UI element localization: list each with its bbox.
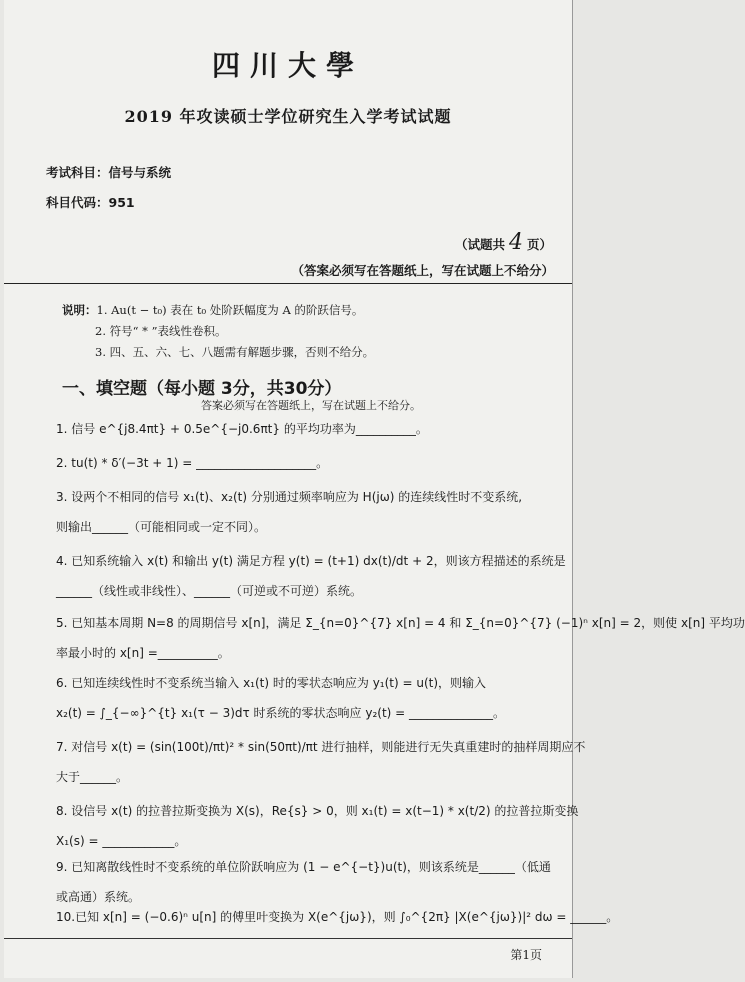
section-title: 一、填空题（每小题 3分，共30分） xyxy=(62,379,342,399)
question-line: 或高通）系统。 xyxy=(56,890,141,904)
question-line: X₁(s) = ____________。 xyxy=(56,834,187,848)
question-3 xyxy=(56,482,546,542)
exam-sheet xyxy=(4,0,745,978)
question-2 xyxy=(56,448,546,478)
instruction-item: 2. 符号“ * ”表线性卷积。 xyxy=(95,324,227,338)
question-line: ______（线性或非线性）、______（可逆或不可逆）系统。 xyxy=(56,584,363,598)
instruction-item: 1. Au(t − t₀) 表在 t₀ 处阶跃幅度为 A 的阶跃信号。 xyxy=(96,303,364,317)
question-6 xyxy=(56,668,546,728)
page-count-value: 4 xyxy=(508,230,523,255)
question-line: 2. tu(t) * δ′(−3t + 1) = ____________________。 xyxy=(56,456,329,470)
instruction-row xyxy=(62,300,374,321)
question-line: 9. 已知离散线性时不变系统的单位阶跃响应为 (1 − e^{−t})u(t)，则该系统是______（低通 xyxy=(56,860,551,874)
question-line: 则输出______（可能相同或一定不同）。 xyxy=(56,520,267,534)
footer-rule xyxy=(4,938,572,939)
instructions xyxy=(62,300,374,363)
question-line: 7. 对信号 x(t) = (sin(100t)/πt)² * sin(50πt)/πt 进行抽样，则能进行无失真重建时的抽样周期应不 xyxy=(56,740,586,754)
question-line: 6. 已知连续线性时不变系统当输入 x₁(t) 时的零状态响应为 y₁(t) = u(t)，则输入 xyxy=(56,676,487,690)
question-line: 10.已知 x[n] = (−0.6)ⁿ u[n] 的傅里叶变换为 X(e^{jω})，则 ∫₀^{2π} |X(e^{jω})|² dω = ______。 xyxy=(56,910,619,924)
question-line: 3. 设两个不相同的信号 x₁(t)、x₂(t) 分别通过频率响应为 H(jω) 的连续线性时不变系统, xyxy=(56,490,523,504)
question-line: 1. 信号 e^{j8.4πt} + 0.5e^{−j0.6πt} 的平均功率为__________。 xyxy=(56,422,428,436)
question-line: 8. 设信号 x(t) 的拉普拉斯变换为 X(s)，Re{s} > 0，则 x₁(t) = x(t−1) * x(t/2) 的拉普拉斯变换 xyxy=(56,804,579,818)
instruction-item: 3. 四、五、六、七、八题需有解题步骤，否则不给分。 xyxy=(95,345,375,359)
instructions-label: 说明： xyxy=(62,303,97,317)
answer-note: （答案必须写在答题纸上，写在试题上不给分） xyxy=(291,263,554,278)
question-7 xyxy=(56,732,586,792)
question-8 xyxy=(56,796,579,856)
section-subtitle: 答案必须写在答题纸上，写在试题上不给分。 xyxy=(201,399,421,412)
question-1 xyxy=(56,414,546,444)
page-number: 第1页 xyxy=(510,948,542,962)
university-logo: 四川大學 xyxy=(211,49,364,82)
page-count-note xyxy=(455,230,552,255)
question-4 xyxy=(56,546,566,606)
page-count-prefix: （试题共 xyxy=(454,237,505,252)
question-line: 5. 已知基本周期 N=8 的周期信号 x[n]，满足 Σ_{n=0}^{7} x[n] = 4 和 Σ_{n=0}^{7} (−1)ⁿ x[n] = 2，则使 x[n] 平均功 xyxy=(56,616,745,630)
exam-title: 2019 年攻读硕士学位研究生入学考试试题 xyxy=(124,107,452,126)
subject-line: 考试科目：信号与系统 xyxy=(46,165,172,180)
question-5 xyxy=(56,608,745,668)
header-divider xyxy=(4,283,572,284)
code-line: 科目代码：951 xyxy=(46,195,135,210)
question-line: 大于______。 xyxy=(56,770,129,784)
question-line: 率最小时的 x[n] =__________。 xyxy=(56,646,230,660)
question-10 xyxy=(56,902,619,932)
page-count-suffix: 页） xyxy=(526,237,552,252)
question-line: 4. 已知系统输入 x(t) 和输出 y(t) 满足方程 y(t) = (t+1) dx(t)/dt + 2，则该方程描述的系统是 xyxy=(56,554,566,568)
question-line: x₂(t) = ∫_{−∞}^{t} x₁(τ − 3)dτ 时系统的零状态响应 y₂(t) = ______________。 xyxy=(56,706,506,720)
